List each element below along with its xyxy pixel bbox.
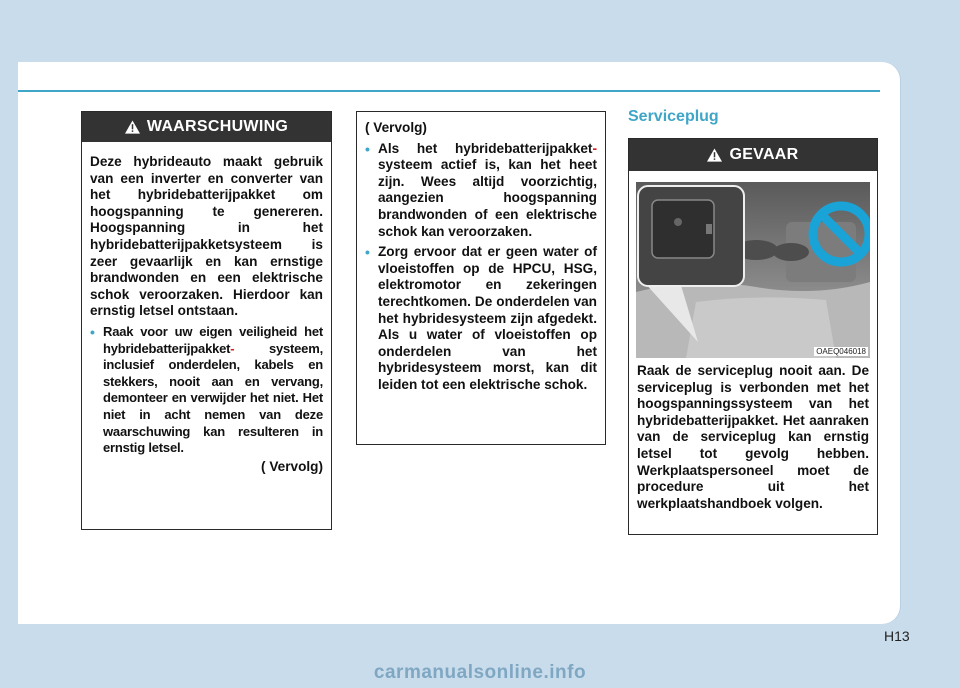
warning-box bbox=[81, 111, 332, 530]
warning-intro: Deze hybrideauto maakt gebruik van een inverter en converter van het hybridebatterijpakket om hoogspanning te genereren. Hoogspanning in het hybridebatterijpakketsysteem is zeer gevaarlijk en kan ernstige brandwonden en een elektrische schok veroorzaken. Hierdoor kan ernstig letsel ontstaan. bbox=[90, 154, 323, 319]
continued-label: ( Vervolg) bbox=[261, 458, 323, 474]
continued-bullet-1-text-b: systeem actief is, kan het heet zijn. Wees altijd voorzichtig, aangezien hoogspanning brandwonden of een elektrische schok kan veroorzaken. bbox=[378, 157, 597, 239]
serviceplug-photo bbox=[636, 182, 870, 358]
serviceplug-photo-illustration bbox=[636, 182, 870, 358]
warning-header-label: WAARSCHUWING bbox=[146, 118, 289, 135]
continued-heading: ( Vervolg) bbox=[365, 120, 427, 135]
warning-header bbox=[82, 112, 331, 142]
continued-bullet-1-text-a: Als het hybridebatterijpakket bbox=[378, 140, 593, 156]
warning-bullet-text-b: systeem, inclusief onderdelen, kabels en stekkers, nooit aan en vervang, demonteer en verwijder het niet. Het niet in acht nemen van deze waarschuwing kan resulteren in ernstig letsel. bbox=[103, 340, 323, 456]
danger-text: Raak de serviceplug nooit aan. De serviceplug is verbonden met het hoogspanningssysteem van het hybridebatterijpakket. Het aanraken van de serviceplug kan ernstig letsel tot gevolg hebben. Werkplaatspersoneel moet de procedure uit het werkplaatshandboek volgen. bbox=[637, 363, 869, 511]
header-rule bbox=[18, 90, 880, 92]
continued-bullet-1: • Als het hybridebatterijpakket- systeem actief is, kan het heet zijn. Wees altijd voorzichtig, aangezien hoogspanning brandwonden of een elektrische schok kan veroorzaken. bbox=[365, 140, 597, 239]
bullet-dot-icon: • bbox=[365, 244, 370, 261]
warning-triangle-icon bbox=[707, 148, 722, 162]
bullet-dot-icon: • bbox=[365, 140, 370, 157]
warning-bullet-text-a: Raak voor uw eigen veiligheid het hybridebatterijpakket bbox=[103, 323, 323, 356]
warning-bullet: • Raak voor uw eigen veiligheid het hybridebatterijpakket- systeem, inclusief onderdelen, kabels en stekkers, nooit aan en vervang, demonteer en verwijder het niet. Het niet in acht nemen van deze waarschuwing kan resulteren in ernstig letsel. bbox=[90, 323, 323, 456]
watermark: carmanualsonline.info bbox=[373, 662, 587, 683]
continued-box bbox=[356, 111, 606, 445]
continued-bullet-2-text: Zorg ervoor dat er geen water of vloeistoffen op de HPCU, HSG, elektromotor en zekeringen terechtkomen. De onderdelen van het hybridesysteem zijn afgedekt. Als u water of vloeistoffen op onderdelen van het hybridesysteem morst, kan dit leiden tot een elektrische schok. bbox=[378, 244, 597, 392]
bullet-dot-icon: • bbox=[90, 323, 95, 340]
section-title: Serviceplug bbox=[628, 108, 719, 125]
warning-triangle-icon bbox=[125, 120, 140, 134]
continued-bullet-2 bbox=[365, 244, 597, 393]
danger-header bbox=[629, 139, 877, 171]
page-number: H13 bbox=[884, 628, 910, 644]
photo-code: OAEQ046018 bbox=[816, 347, 866, 356]
danger-header-label: GEVAAR bbox=[729, 146, 799, 163]
